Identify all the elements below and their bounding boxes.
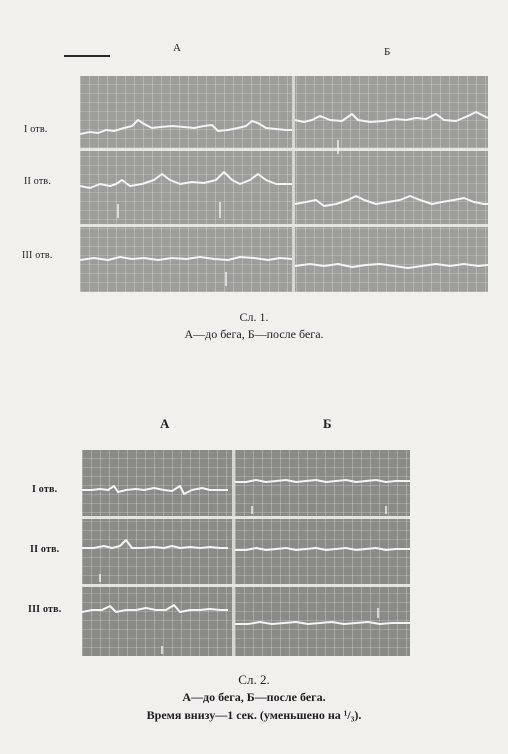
fig2-lead-3-label: III отв. — [28, 604, 62, 615]
fig2-column-a-label: А — [160, 416, 170, 431]
fig1-lead-2-label: II отв. — [24, 176, 52, 187]
fig2-time-marks — [82, 450, 410, 656]
fig2-caption-time: Время внизу—1 сек. (уменьшено на ¹/₃). — [146, 708, 362, 722]
fig1-lead-1-label: I отв. — [24, 124, 48, 135]
fig2-ecg-image — [82, 450, 410, 656]
fig1-caption-title: Сл. 1. — [239, 310, 269, 324]
fig1-caption-text: А—до бега, Б—после бега. — [184, 327, 324, 341]
fig1-ecg-image — [80, 76, 488, 292]
ink-dash-mark — [64, 55, 110, 57]
fig2-lead-2-label: II отв. — [30, 544, 60, 555]
fig1-column-b-label: Б — [384, 46, 391, 58]
fig2-lead-1-label: I отв. — [32, 484, 58, 495]
fig2-column-b-label: Б — [323, 416, 332, 431]
fig2-caption-title: Сл. 2. — [238, 672, 270, 687]
fig2-caption-text: А—до бега, Б—после бега. — [182, 690, 326, 704]
fig1-lead-3-label: III отв. — [22, 250, 53, 261]
fig1-time-marks — [80, 76, 488, 292]
fig1-column-a-label: А — [173, 42, 181, 54]
